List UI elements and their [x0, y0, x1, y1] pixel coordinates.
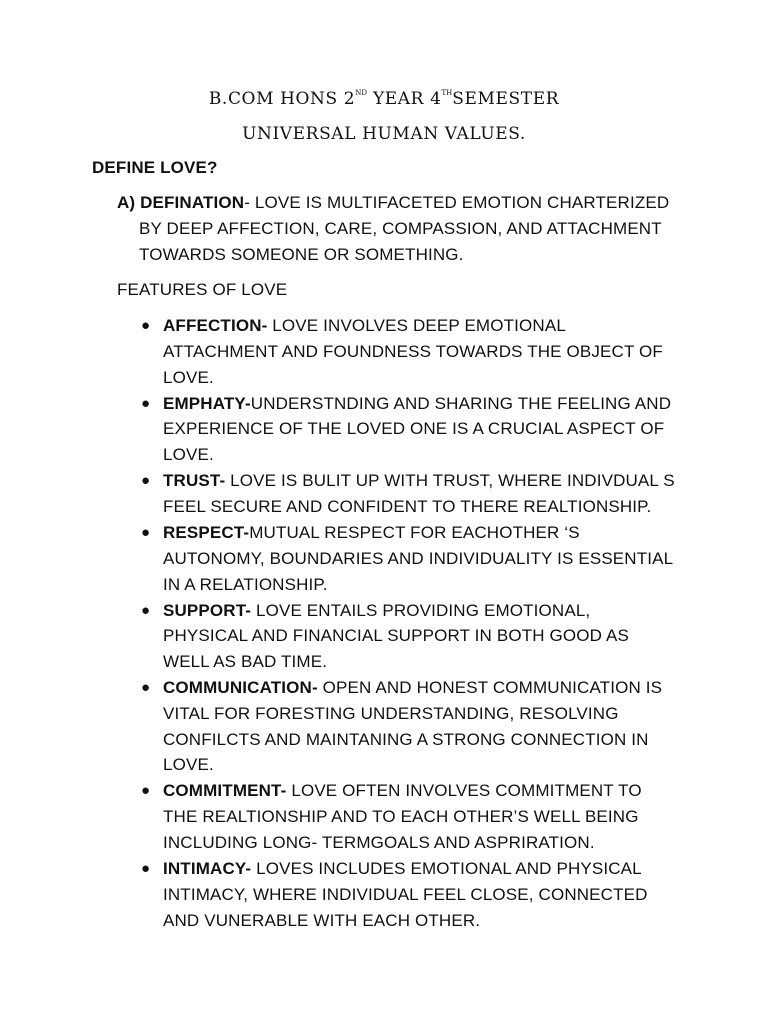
document-title-line2: UNIVERSAL HUMAN VALUES.	[242, 124, 526, 144]
bullet-icon: ●	[141, 860, 151, 878]
feature-item-respect	[0, 520, 675, 597]
definition-marker: A) DEFINATION	[117, 193, 245, 212]
feature-text: LOVES INCLUDES EMOTIONAL AND PHYSICAL INTIMACY, WHERE INDIVIDUAL FEEL CLOSE, CONNECTED AND VUNERABLE WITH EACH OTHER.	[163, 859, 648, 930]
question-heading: DEFINE LOVE?	[92, 158, 218, 177]
feature-term: EMPHATY-	[163, 393, 251, 413]
feature-text: UNDERSTNDING AND SHARING THE FEELING AND EXPERIENCE OF THE LOVED ONE IS A CRUCIAL ASPECT OF LOVE.	[163, 393, 672, 465]
bullet-icon: ●	[141, 523, 151, 541]
feature-text: MUTUAL RESPECT FOR EACHOTHER ‘S AUTONOMY, BOUNDARIES AND INDIVIDUALITY IS ESSENTIAL IN A RELATIONSHIP.	[163, 522, 673, 594]
bullet-icon: ●	[141, 601, 151, 619]
feature-text: LOVE INVOLVES DEEP EMOTIONAL ATTACHMENT AND FOUNDNESS TOWARDS THE OBJECT OF LOVE.	[163, 316, 663, 387]
feature-text: LOVE OFTEN INVOLVES COMMITMENT TO THE REALTIONSHIP AND TO EACH OTHER’S WELL BEING INCLUDING LONG- TERMGOALS AND ASPRIRATION.	[163, 781, 642, 853]
feature-text: OPEN AND HONEST COMMUNICATION IS VITAL FOR FORESTING UNDERSTANDING, RESOLVING CONFILCTS AND MAINTANING A STRONG CONNECTION IN LOVE.	[163, 678, 663, 775]
feature-term: COMMITMENT-	[163, 781, 287, 801]
feature-item-intimacy	[0, 856, 675, 933]
features-list	[0, 313, 768, 934]
feature-item-emphaty	[0, 391, 675, 468]
definition-text-wrapper	[117, 190, 692, 267]
title-superscript-th: TH	[441, 89, 453, 97]
features-heading: FEATURES OF LOVE	[117, 280, 288, 299]
feature-text: LOVE IS BULIT UP WITH TRUST, WHERE INDIVDUAL S FEEL SECURE AND CONFIDENT TO THERE REALTIONSHIP.	[163, 471, 675, 516]
definition-text: - LOVE IS MULTIFACETED EMOTION CHARTERIZED BY DEEP AFFECTION, CARE, COMPASSION, AND ATTACHMENT TOWARDS SOMEONE OR SOMETHING.	[139, 193, 670, 264]
title-superscript-nd: ND	[355, 89, 367, 97]
feature-item-affection	[0, 313, 675, 390]
feature-term: COMMUNICATION-	[163, 678, 318, 698]
bullet-icon: ●	[141, 317, 151, 334]
title-suffix: SEMESTER	[452, 89, 560, 109]
document-title-line1	[0, 89, 768, 109]
feature-term: TRUST-	[163, 471, 226, 491]
feature-item-commitment	[0, 778, 675, 855]
bullet-icon: ●	[141, 472, 151, 490]
feature-text: LOVE ENTAILS PROVIDING EMOTIONAL, PHYSICAL AND FINANCIAL SUPPORT IN BOTH GOOD AS WELL AS BAD TIME.	[163, 600, 630, 672]
feature-term: AFFECTION-	[163, 316, 268, 335]
bullet-icon: ●	[141, 782, 151, 800]
feature-term: RESPECT-	[163, 522, 250, 542]
bullet-icon: ●	[141, 394, 151, 412]
bullet-icon: ●	[141, 679, 151, 697]
title-prefix: B.COM HONS 2	[208, 89, 356, 109]
feature-item-communication	[0, 675, 675, 778]
feature-term: INTIMACY-	[163, 859, 252, 879]
title-middle: YEAR 4	[366, 89, 442, 109]
definition-paragraph	[117, 190, 692, 267]
feature-item-trust	[0, 468, 675, 520]
feature-item-support	[0, 598, 675, 675]
feature-term: SUPPORT-	[163, 600, 252, 620]
